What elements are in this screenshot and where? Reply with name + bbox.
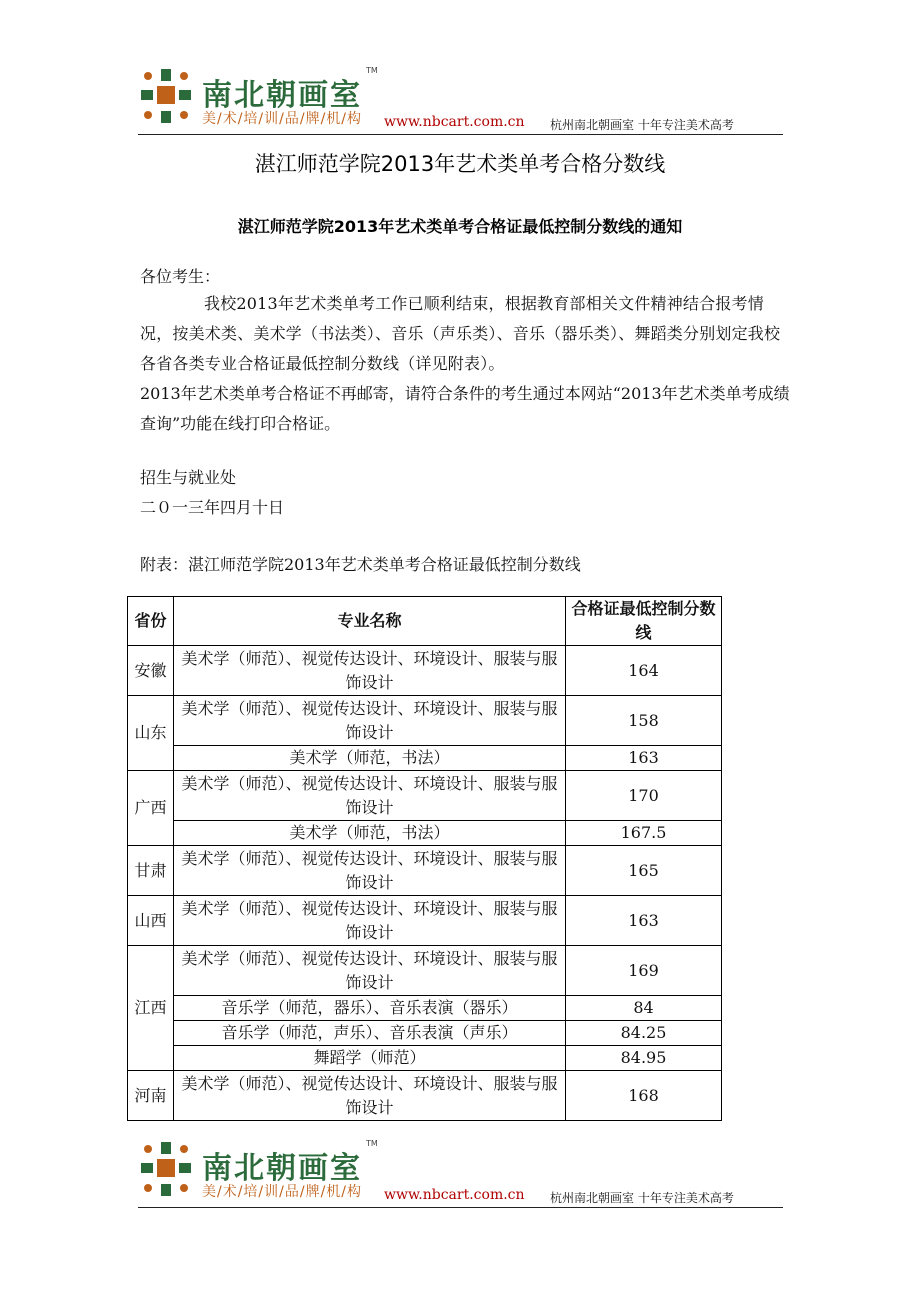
page-title: 湛江师范学院2013年艺术类单考合格分数线 (254, 152, 666, 176)
province-cell: 安徽 (128, 646, 174, 696)
score-cell: 169 (566, 946, 722, 996)
table-row (128, 1071, 722, 1121)
issue-date: 二０一三年四月十日 (140, 498, 285, 517)
score-cell: 84 (566, 996, 722, 1021)
major-cell: 美术学（师范）、视觉传达设计、环境设计、服装与服饰设计 (174, 846, 566, 896)
table-row (128, 696, 722, 746)
score-cell: 163 (566, 746, 722, 771)
province-cell: 山东 (128, 696, 174, 771)
brand-name: 南北朝画室 (202, 1151, 362, 1186)
table-row (128, 896, 722, 946)
major-cell: 美术学（师范）、视觉传达设计、环境设计、服装与服饰设计 (174, 771, 566, 821)
site-description: 杭州南北朝画室 十年专注美术高考 (550, 1191, 734, 1205)
site-description: 杭州南北朝画室 十年专注美术高考 (550, 118, 734, 132)
table-row (128, 646, 722, 696)
score-cell: 163 (566, 896, 722, 946)
footer-divider (138, 1207, 783, 1208)
major-cell: 音乐学（师范，器乐）、音乐表演（器乐） (174, 996, 566, 1021)
trademark-mark: TM (366, 1139, 378, 1148)
brand-slogan: 美/术/培/训/品/牌/机/构 (202, 1184, 363, 1200)
score-cell: 164 (566, 646, 722, 696)
issuing-office: 招生与就业处 (140, 468, 237, 487)
header-score: 合格证最低控制分数线 (566, 597, 722, 646)
notice-paragraph-2: 2013年艺术类单考合格证不再邮寄，请符合条件的考生通过本网站“2013年艺术类单考成绩查询”功能在线打印合格证。 (140, 384, 790, 433)
table-row (128, 746, 722, 771)
province-cell: 山西 (128, 896, 174, 946)
score-cell: 170 (566, 771, 722, 821)
page-header (138, 62, 783, 134)
table-row (128, 821, 722, 846)
major-cell: 舞蹈学（师范） (174, 1046, 566, 1071)
score-cell: 168 (566, 1071, 722, 1121)
greeting: 各位考生： (140, 267, 221, 286)
major-cell: 美术学（师范）、视觉传达设计、环境设计、服装与服饰设计 (174, 646, 566, 696)
site-url-link[interactable]: www.nbcart.com.cn (384, 114, 525, 130)
page-footer (138, 1135, 783, 1207)
brand-slogan: 美/术/培/训/品/牌/机/构 (202, 111, 363, 127)
site-url-link[interactable]: www.nbcart.com.cn (384, 1187, 525, 1203)
province-cell: 江西 (128, 946, 174, 1071)
header-divider (138, 134, 783, 135)
province-cell: 甘肃 (128, 846, 174, 896)
notice-paragraph-1: 我校2013年艺术类单考工作已顺利结束，根据教育部相关文件精神结合报考情况，按美术类、美术学（书法类）、音乐（声乐类）、音乐（器乐类）、舞蹈类分别划定我校各省各类专业合格证最低控制分数线（详见附表）。 (140, 294, 781, 373)
major-cell: 美术学（师范，书法） (174, 821, 566, 846)
score-cell: 165 (566, 846, 722, 896)
score-cell: 84.95 (566, 1046, 722, 1071)
table-row (128, 996, 722, 1021)
header-province: 省份 (128, 597, 174, 646)
major-cell: 美术学（师范）、视觉传达设计、环境设计、服装与服饰设计 (174, 896, 566, 946)
brand-name: 南北朝画室 (202, 78, 362, 113)
score-cell: 84.25 (566, 1021, 722, 1046)
score-cell: 167.5 (566, 821, 722, 846)
attachment-caption: 附表：湛江师范学院2013年艺术类单考合格证最低控制分数线 (140, 555, 581, 574)
table-row (128, 846, 722, 896)
table-row (128, 946, 722, 996)
table-row (128, 1021, 722, 1046)
table-row (128, 1046, 722, 1071)
brand-logo-icon (140, 1141, 192, 1197)
header-major: 专业名称 (174, 597, 566, 646)
score-cell: 158 (566, 696, 722, 746)
brand-logo-icon (140, 68, 192, 124)
major-cell: 美术学（师范，书法） (174, 746, 566, 771)
province-cell: 广西 (128, 771, 174, 846)
trademark-mark: TM (366, 66, 378, 75)
major-cell: 美术学（师范）、视觉传达设计、环境设计、服装与服饰设计 (174, 1071, 566, 1121)
notice-title: 湛江师范学院2013年艺术类单考合格证最低控制分数线的通知 (237, 217, 683, 236)
score-table (127, 596, 722, 1121)
major-cell: 美术学（师范）、视觉传达设计、环境设计、服装与服饰设计 (174, 696, 566, 746)
province-cell: 河南 (128, 1071, 174, 1121)
table-row (128, 771, 722, 821)
major-cell: 音乐学（师范，声乐）、音乐表演（声乐） (174, 1021, 566, 1046)
major-cell: 美术学（师范）、视觉传达设计、环境设计、服装与服饰设计 (174, 946, 566, 996)
